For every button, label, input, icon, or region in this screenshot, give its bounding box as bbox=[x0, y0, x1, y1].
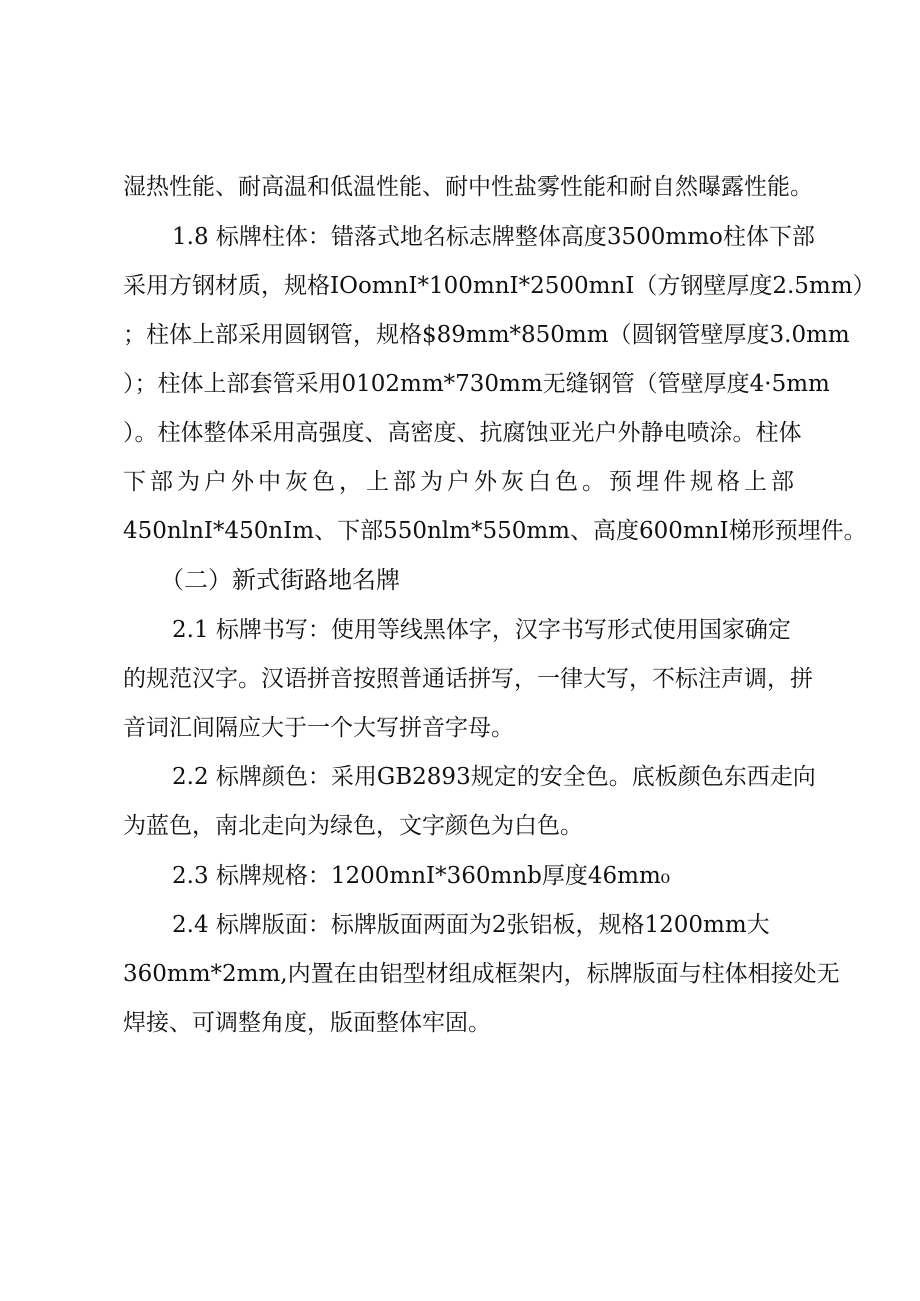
section-2-3-line-1: 2.3 标牌规格：1200mnI*360mnb厚度46mm₀ bbox=[172, 863, 670, 889]
section-heading-2: （二）新式街路地名牌 bbox=[160, 566, 400, 594]
section-1-8-line-4: ）；柱体上部套管采用0102mm*730mm无缝钢管（管壁厚度4·5mm bbox=[123, 371, 830, 397]
section-2-1-line-1: 2.1 标牌书写：使用等线黑体字，汉字书写形式使用国家确定 bbox=[172, 617, 791, 643]
section-1-8-line-2: 采用方钢材质，规格IOomnI*100mnI*2500mnI（方钢壁厚度2.5mm） bbox=[123, 273, 876, 299]
section-2-4-line-1: 2.4 标牌版面：标牌版面两面为2张铝板，规格1200mm大 bbox=[172, 912, 770, 938]
section-1-8-line-7: 450nlnI*450nIm、下部550nlm*550mm、高度600mnI梯形预埋件。 bbox=[123, 518, 867, 544]
section-2-4-line-2: 360mm*2mm,内置在由铝型材组成框架内，标牌版面与柱体相接处无 bbox=[123, 961, 840, 987]
section-2-2-line-2: 为蓝色，南北走向为绿色，文字颜色为白色。 bbox=[123, 813, 583, 839]
section-2-1-line-3: 音词汇间隔应大于一个大写拼音字母。 bbox=[123, 715, 514, 741]
section-1-8-line-1: 1.8 标牌柱体：错落式地名标志牌整体高度3500mmo柱体下部 bbox=[172, 224, 815, 250]
section-1-8-line-6: 下部为户外中灰色，上部为户外灰白色。预埋件规格上部 bbox=[123, 469, 798, 495]
section-2-1-line-2: 的规范汉字。汉语拼音按照普通话拼写，一律大写，不标注声调，拼 bbox=[123, 666, 813, 692]
section-1-8-line-5: ）。柱体整体采用高强度、高密度、抗腐蚀亚光户外静电喷涂。柱体 bbox=[123, 420, 802, 446]
section-2-4-line-3: 焊接、可调整角度，版面整体牢固。 bbox=[123, 1010, 491, 1036]
section-1-8-line-3: ；柱体上部采用圆钢管，规格$89mm*850mm（圆钢管壁厚度3.0mm bbox=[123, 322, 850, 348]
section-2-2-line-1: 2.2 标牌颜色：采用GB2893规定的安全色。底板颜色东西走向 bbox=[172, 764, 816, 790]
text-line-1: 湿热性能、耐高温和低温性能、耐中性盐雾性能和耐自然曝露性能。 bbox=[123, 174, 813, 200]
